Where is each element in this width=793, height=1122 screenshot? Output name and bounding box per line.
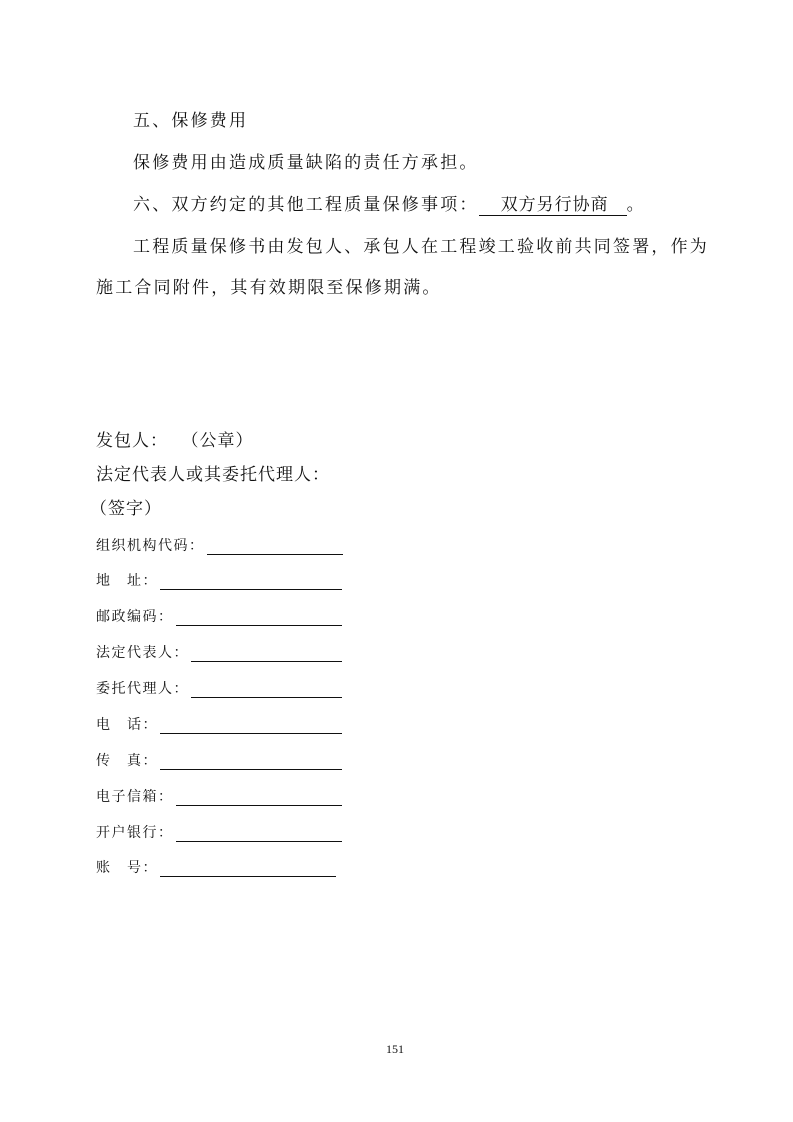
field-blank-line[interactable] (191, 647, 342, 662)
field-label: 传 真： (96, 753, 158, 769)
field-blank-line[interactable] (191, 683, 342, 698)
section6-fill: 双方另行协商 (479, 190, 627, 216)
closing-line1: 工程质量保修书由发包人、承包人在工程竣工验收前共同签署，作为 (133, 237, 709, 257)
field-blank-line[interactable] (176, 791, 342, 806)
field-address (96, 570, 342, 590)
field-bank (96, 822, 342, 842)
field-label: 法定代表人： (96, 645, 189, 661)
field-account (96, 857, 336, 877)
closing-line2: 施工合同附件，其有效期限至保修期满。 (96, 278, 442, 298)
field-blank-line[interactable] (160, 719, 342, 734)
section6-lead: 六、双方约定的其他工程质量保修事项： (133, 195, 479, 215)
field-label: 地 址： (96, 573, 158, 589)
party-label: 发包人： (96, 431, 168, 451)
field-email (96, 786, 342, 806)
field-blank-line[interactable] (160, 862, 336, 877)
field-postal-code (96, 606, 342, 626)
representative-label: 法定代表人或其委托代理人： (96, 465, 330, 485)
field-label: 开户银行： (96, 825, 174, 841)
field-blank-line[interactable] (176, 611, 342, 626)
seal-label: （公章） (190, 431, 254, 451)
field-agent (96, 678, 342, 698)
party-line (96, 426, 254, 451)
field-fax (96, 750, 342, 770)
section6-line (133, 190, 646, 216)
section5-text: 保修费用由造成质量缺陷的责任方承担。 (133, 153, 479, 173)
field-label: 邮政编码： (96, 609, 174, 625)
field-phone (96, 714, 342, 734)
section6-tail: 。 (626, 195, 646, 215)
field-blank-line[interactable] (176, 827, 342, 842)
sign-label: （签字） (90, 499, 162, 519)
field-blank-line[interactable] (207, 540, 343, 555)
field-label: 电 话： (96, 717, 158, 733)
field-blank-line[interactable] (160, 755, 342, 770)
field-label: 组织机构代码： (96, 538, 205, 554)
field-label: 电子信箱： (96, 789, 174, 805)
field-blank-line[interactable] (160, 575, 342, 590)
field-org-code (96, 535, 343, 555)
page-number: 151 (386, 1042, 404, 1056)
field-label: 委托代理人： (96, 681, 189, 697)
field-legal-rep (96, 642, 342, 662)
section5-heading: 五、保修费用 (133, 111, 249, 131)
field-label: 账 号： (96, 860, 158, 876)
